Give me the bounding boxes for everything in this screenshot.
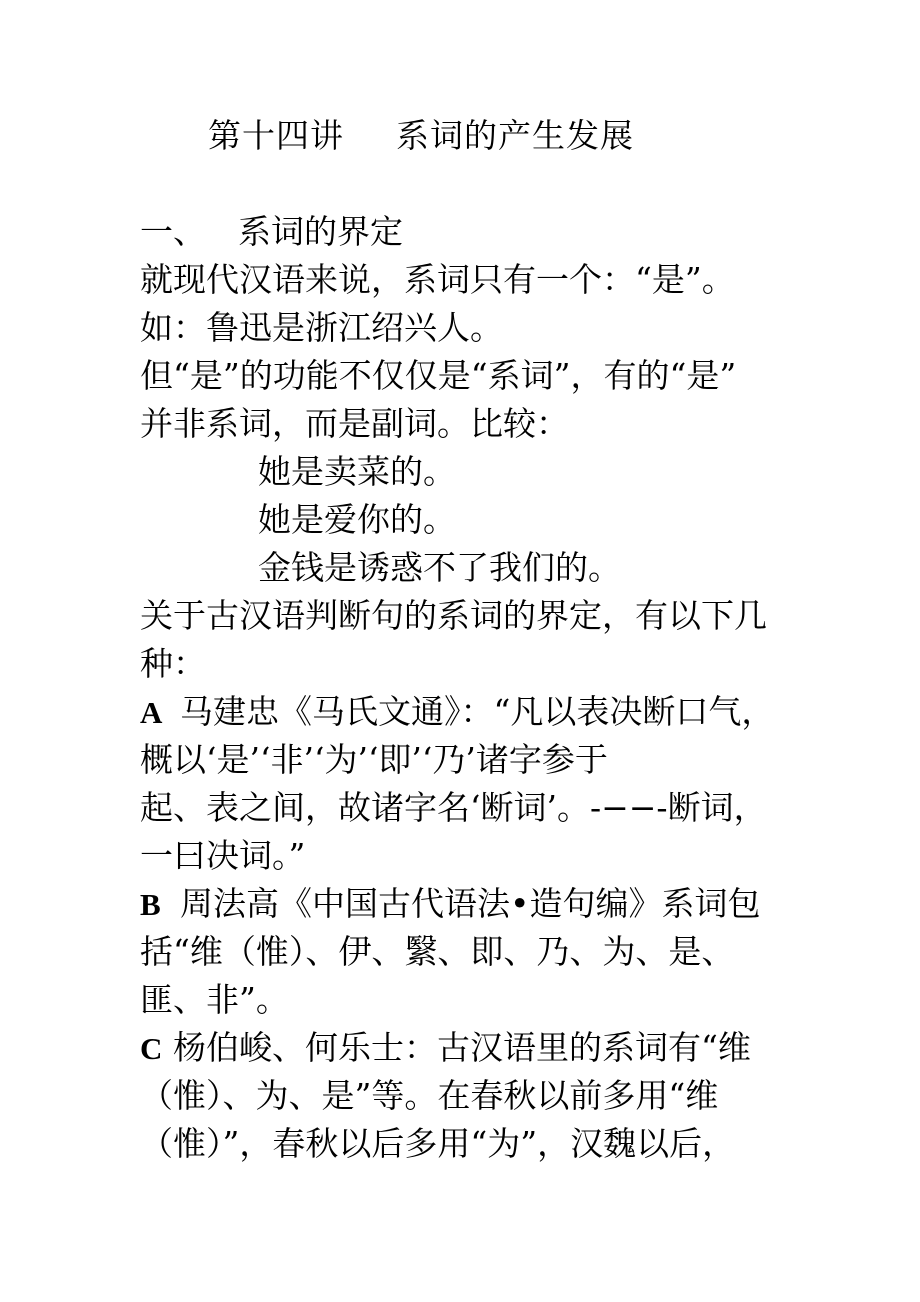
view-b-line: 匪、非”。 bbox=[140, 980, 289, 1019]
view-a-line: 一曰决词。” bbox=[140, 836, 306, 875]
paragraph-line: 关于古汉语判断句的系词的界定，有以下几 bbox=[140, 596, 767, 635]
view-c-line: （惟）”，春秋以后多用“为”，汉魏以后， bbox=[140, 1124, 736, 1163]
lecture-title bbox=[208, 112, 634, 160]
view-b-line: 括“维（惟）、伊、繄、即、乃、为、是、 bbox=[140, 932, 735, 971]
view-b-label: B bbox=[140, 887, 161, 922]
paragraph-line: 就现代汉语来说，系词只有一个：“是”。 bbox=[140, 260, 735, 299]
view-c-line: （惟）、为、是”等。在春秋以前多用“维 bbox=[140, 1076, 719, 1115]
view-c-line bbox=[140, 1024, 790, 1072]
view-a-line: 起、表之间，故诸字名‘断词’。-−−-断词， bbox=[140, 788, 767, 827]
view-a-label: A bbox=[140, 695, 163, 730]
view-a-text: 马建忠《马氏文通》：“凡以表决断口气， bbox=[180, 692, 775, 731]
lecture-number: 第十四讲 bbox=[208, 116, 344, 155]
view-c-label: C bbox=[140, 1031, 163, 1066]
view-a-line: 概以‘是’‘非’‘为’‘即’‘乃’诸字参于 bbox=[140, 740, 608, 779]
example-sentence: 她是爱你的。 bbox=[258, 500, 456, 539]
paragraph-line: 种： bbox=[140, 644, 206, 683]
lecture-topic: 系词的产生发展 bbox=[396, 116, 634, 155]
example-sentence: 她是卖菜的。 bbox=[258, 452, 456, 491]
view-c-text: 杨伯峻、何乐士：古汉语里的系词有“维 bbox=[173, 1028, 751, 1067]
document-body bbox=[140, 208, 790, 1168]
example-sentence: 金钱是诱惑不了我们的。 bbox=[258, 548, 621, 587]
view-b-line bbox=[140, 880, 790, 928]
section-heading bbox=[140, 208, 790, 256]
paragraph-line: 如：鲁迅是浙江绍兴人。 bbox=[140, 308, 503, 347]
paragraph-line: 但“是”的功能不仅仅是“系词”，有的“是” bbox=[140, 356, 737, 395]
view-b-text: 周法高《中国古代语法•造句编》系词包 bbox=[180, 884, 761, 923]
paragraph-line: 并非系词，而是副词。比较： bbox=[140, 404, 569, 443]
view-a-line bbox=[140, 688, 790, 736]
section-heading-text: 系词的界定 bbox=[238, 212, 403, 251]
section-number: 一、 bbox=[140, 212, 206, 251]
